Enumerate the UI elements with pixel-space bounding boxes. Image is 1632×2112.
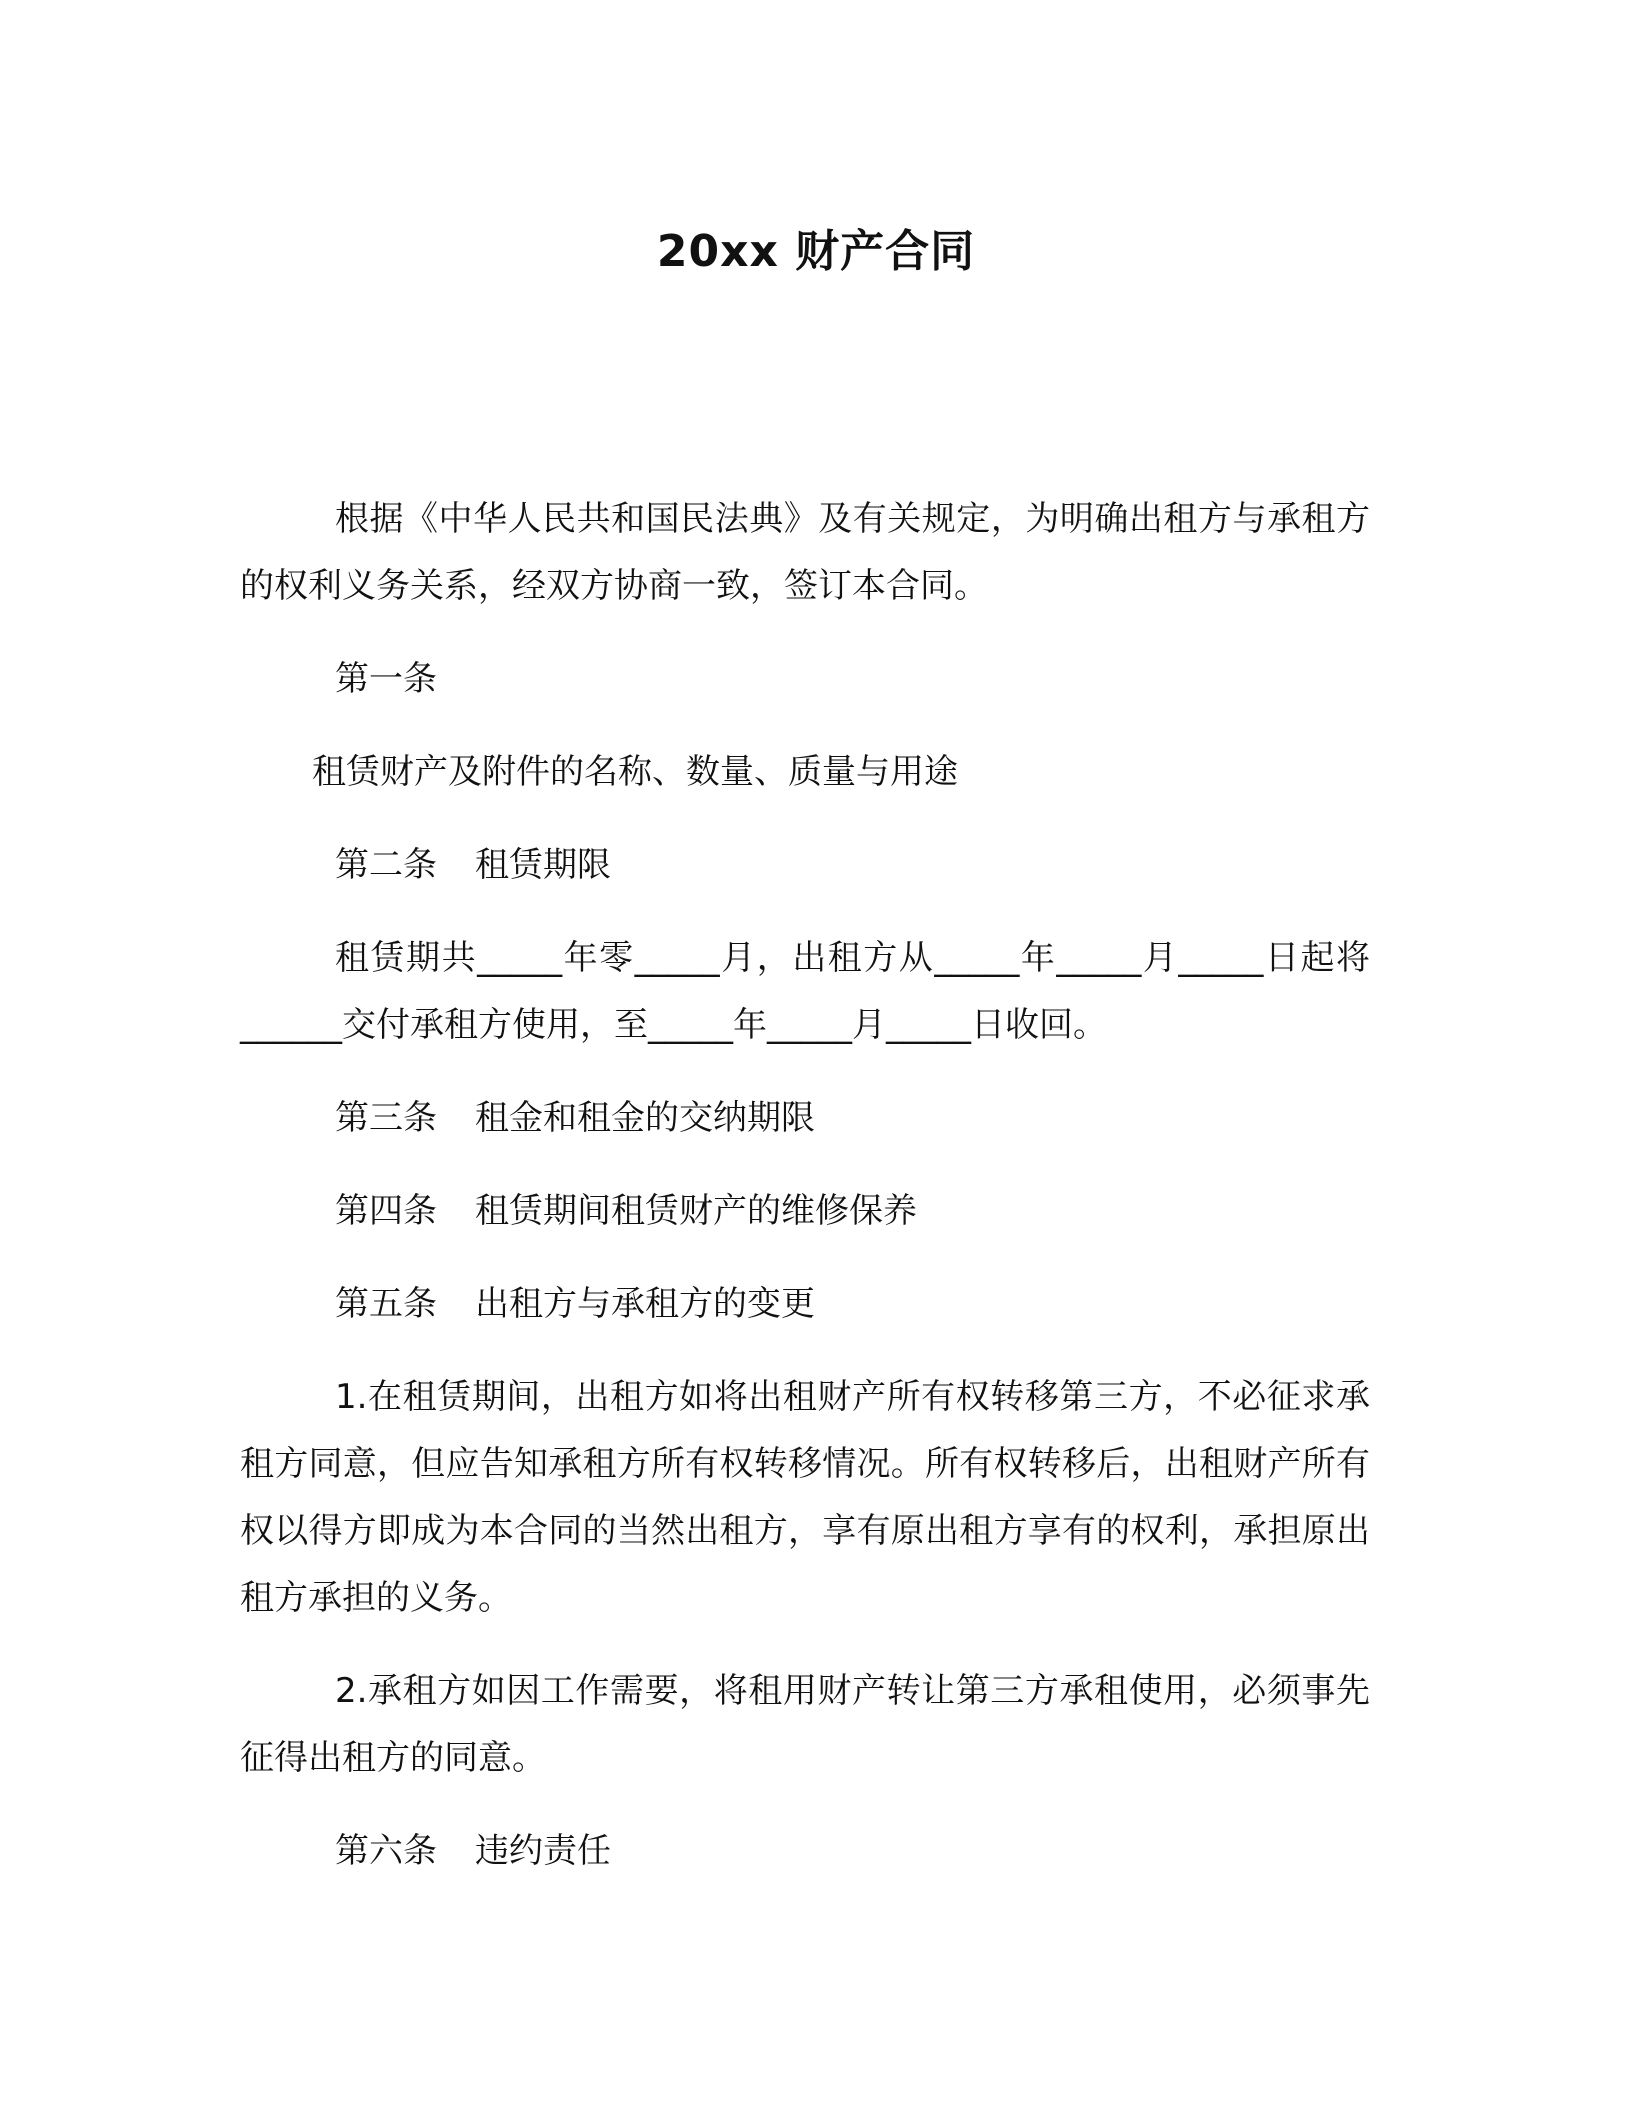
article-5-item-1: 1.在租赁期间，出租方如将出租财产所有权转移第三方，不必征求承租方同意，但应告知承租方所有权转移情况。所有权转移后，出租财产所有权以得方即成为本合同的当然出租方，享有原出租方享有的权利，承担原出租方承担的义务。	[240, 1377, 1370, 1618]
article-5-label: 第五条	[335, 1284, 437, 1324]
article-2-heading	[240, 832, 1370, 899]
article-3-title: 租金和租金的交纳期限	[475, 1098, 815, 1138]
article-5-item-2: 2.承租方如因工作需要，将租用财产转让第三方承租使用，必须事先征得出租方的同意。	[240, 1671, 1370, 1778]
article-2-label: 第二条	[335, 845, 437, 885]
article-6-heading	[240, 1818, 1370, 1885]
article-2-text: 租赁期共_____年零_____月，出租方从_____年_____月_____日起将______交付承租方使用，至_____年_____月_____日收回。	[240, 938, 1370, 1045]
article-2-title: 租赁期限	[475, 845, 611, 885]
article-4-heading	[240, 1178, 1370, 1245]
article-3-label: 第三条	[335, 1098, 437, 1138]
article-3-heading	[240, 1085, 1370, 1152]
intro-paragraph: 根据《中华人民共和国民法典》及有关规定，为明确出租方与承租方的权利义务关系，经双方协商一致，签订本合同。	[240, 499, 1370, 606]
article-4-title: 租赁期间租赁财产的维修保养	[475, 1191, 917, 1231]
article-6-label: 第六条	[335, 1831, 437, 1871]
article-4-label: 第四条	[335, 1191, 437, 1231]
article-5-heading	[240, 1271, 1370, 1338]
document-body	[240, 486, 1370, 1911]
article-6-title: 违约责任	[475, 1831, 611, 1871]
article-5-title: 出租方与承租方的变更	[475, 1284, 815, 1324]
article-1-title: 租赁财产及附件的名称、数量、质量与用途	[312, 752, 958, 792]
document-title: 20xx 财产合同	[656, 226, 976, 277]
article-1-label: 第一条	[335, 659, 437, 699]
